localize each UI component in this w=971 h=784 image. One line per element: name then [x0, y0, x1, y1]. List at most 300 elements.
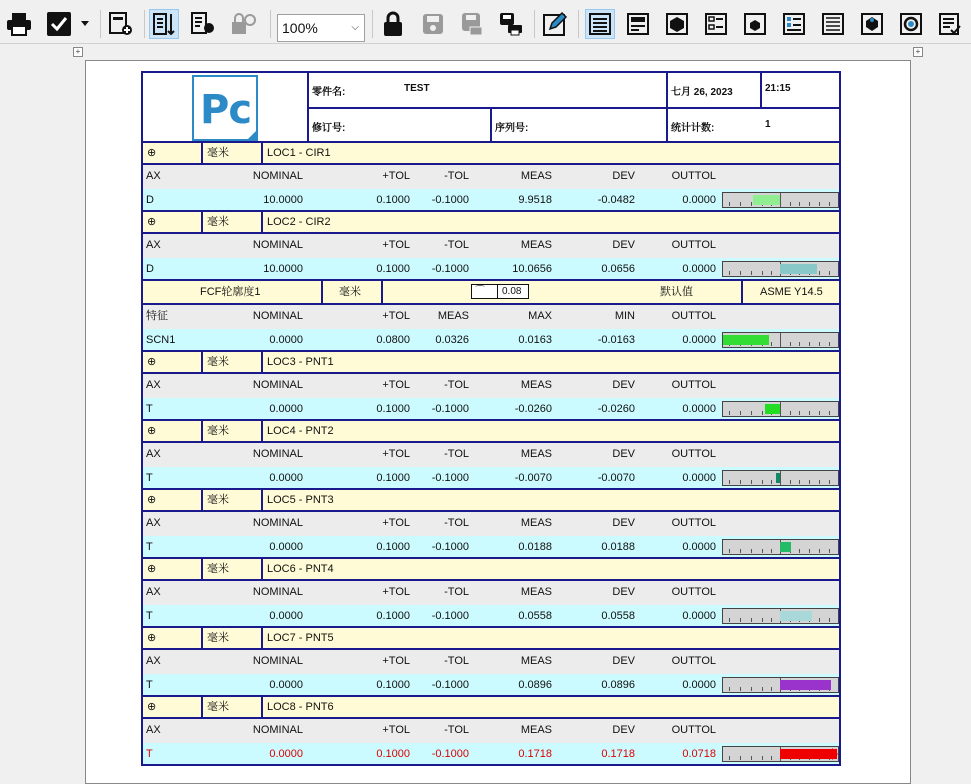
unit-label: 毫米: [203, 352, 263, 372]
measurement-value: 10.0000: [263, 194, 303, 206]
column-header: DEV: [612, 724, 635, 736]
gauge-tick: [729, 687, 730, 691]
column-header: 特征: [146, 310, 168, 322]
cad-only-icon[interactable]: [740, 9, 770, 39]
table-report-icon[interactable]: [779, 9, 809, 39]
column-header: NOMINAL: [252, 239, 303, 251]
column-header: NOMINAL: [252, 448, 303, 460]
gauge-tick: [819, 480, 820, 484]
fcf-title-bar: [141, 281, 841, 305]
deviation-gauge: [722, 746, 839, 762]
dimension-section: [141, 490, 841, 559]
column-header: AX: [146, 239, 161, 251]
position-symbol-icon: ⊕: [143, 697, 203, 717]
standard-label: ASME Y14.5: [760, 286, 823, 298]
column-header: OUTTOL: [671, 448, 716, 460]
serial-label: 序列号:: [495, 123, 529, 134]
dimension-name: LOC6 - PNT4: [263, 559, 839, 579]
tolerance-value: 0.08: [502, 286, 522, 297]
column-header: AX: [146, 448, 161, 460]
text-report-icon[interactable]: [585, 9, 615, 39]
dimension-section: [141, 212, 841, 281]
dimension-name: LOC8 - PNT6: [263, 697, 839, 717]
column-header-row: [143, 234, 839, 258]
measurement-value: 0.1000: [376, 748, 410, 760]
measurement-row[interactable]: [143, 605, 839, 628]
measurement-value: 0.1000: [376, 263, 410, 275]
measurement-grid: [141, 650, 841, 697]
column-header: NOMINAL: [252, 724, 303, 736]
dimension-name: LOC2 - CIR2: [263, 212, 839, 232]
column-header: -TOL: [444, 239, 469, 251]
column-header: +TOL: [382, 448, 410, 460]
section-title-bar: [141, 628, 841, 650]
gauge-center-line: [780, 402, 781, 416]
measurement-value: -0.0482: [597, 194, 635, 206]
measurement-value: -0.0260: [597, 403, 635, 415]
measurement-value: -0.1000: [431, 472, 469, 484]
edit-mode-icon[interactable]: [149, 9, 179, 39]
gauge-tick: [809, 480, 810, 484]
gauge-tick: [740, 549, 741, 553]
measurement-value: 9.9518: [518, 194, 552, 206]
measurement-value: -0.0163: [597, 334, 635, 346]
measurement-value: 0.0188: [518, 541, 552, 553]
gauge-tick: [771, 687, 772, 691]
form-report-icon[interactable]: [623, 9, 653, 39]
measurement-grid: [141, 719, 841, 766]
dimension-section: [141, 697, 841, 766]
column-header-row: [143, 443, 839, 467]
gauge-tick: [809, 549, 810, 553]
gauge-tick: [762, 549, 763, 553]
gauge-tick: [751, 687, 752, 691]
column-header: MEAS: [520, 517, 552, 529]
gauge-tick: [729, 756, 730, 760]
report-page: [85, 60, 911, 784]
gauge-tick: [740, 687, 741, 691]
column-header: MEAS: [520, 448, 552, 460]
measurement-grid: [141, 443, 841, 490]
gauge-tick: [762, 756, 763, 760]
revision-label: 修订号:: [312, 123, 346, 134]
pen-edit-icon[interactable]: [540, 9, 570, 39]
measurement-value: 0.0000: [682, 472, 716, 484]
gauge-tick: [771, 756, 772, 760]
column-header: AX: [146, 170, 161, 182]
gauge-tick: [829, 342, 830, 346]
column-header: -TOL: [444, 517, 469, 529]
measurement-value: 0.0163: [518, 334, 552, 346]
column-header: MEAS: [520, 239, 552, 251]
gauge-bar: [780, 611, 812, 621]
gauge-tick: [740, 756, 741, 760]
gauge-tick: [729, 271, 730, 275]
divider: [321, 281, 323, 303]
column-header: DEV: [612, 655, 635, 667]
gauge-tick: [751, 411, 752, 415]
column-header-row: [143, 512, 839, 536]
measurement-value: 10.0656: [512, 263, 552, 275]
measurement-grid: [141, 374, 841, 421]
measurement-value: 0.1000: [376, 610, 410, 622]
measurement-value: T: [146, 541, 153, 553]
measurement-value: D: [146, 194, 154, 206]
measurement-value: 0.0000: [269, 541, 303, 553]
measurement-value: 0.0000: [269, 748, 303, 760]
column-header: +TOL: [382, 379, 410, 391]
section-title-bar: [141, 212, 841, 234]
toolbar: [0, 0, 971, 44]
column-header: DEV: [612, 239, 635, 251]
column-header: +TOL: [382, 170, 410, 182]
divider: [741, 281, 743, 303]
gauge-tick: [751, 202, 752, 206]
measurement-row[interactable]: [143, 674, 839, 697]
dropdown-arrow-icon[interactable]: [78, 9, 92, 39]
measurement-value: -0.1000: [431, 541, 469, 553]
measurement-value: D: [146, 263, 154, 275]
column-header: OUTTOL: [671, 310, 716, 322]
column-header: -TOL: [444, 448, 469, 460]
measurement-value: 0.0000: [269, 472, 303, 484]
position-symbol-icon: ⊕: [143, 490, 203, 510]
gauge-bar: [780, 680, 831, 690]
gauge-tick: [829, 480, 830, 484]
gauge-tick: [751, 756, 752, 760]
measurement-value: T: [146, 679, 153, 691]
gauge-tick: [729, 549, 730, 553]
column-header: -TOL: [444, 170, 469, 182]
column-header: +TOL: [382, 724, 410, 736]
report-viewport[interactable]: [0, 44, 971, 784]
column-header: +TOL: [382, 239, 410, 251]
measurement-row[interactable]: [143, 189, 839, 212]
print-setup-icon[interactable]: [496, 9, 526, 39]
page-setup-icon[interactable]: [106, 9, 136, 39]
divider: [497, 285, 498, 298]
gauge-tick: [771, 480, 772, 484]
measurement-grid: [141, 165, 841, 212]
dimension-name: LOC1 - CIR1: [263, 143, 839, 163]
measurement-value: 0.0000: [682, 263, 716, 275]
graphics-report-icon[interactable]: [857, 9, 887, 39]
column-header: -TOL: [444, 655, 469, 667]
section-title-bar: [141, 143, 841, 165]
measurement-row[interactable]: [143, 329, 839, 352]
column-header: AX: [146, 379, 161, 391]
measurement-value: -0.1000: [431, 679, 469, 691]
section-title-bar: [141, 559, 841, 581]
gauge-tick: [751, 549, 752, 553]
pc-dmis-logo: Pc: [192, 75, 258, 141]
save-icon: [418, 9, 448, 39]
column-header: DEV: [612, 517, 635, 529]
gauge-tick: [771, 271, 772, 275]
measurement-value: 0.0326: [435, 334, 469, 346]
column-header: MEAS: [520, 170, 552, 182]
report-header: [141, 71, 841, 143]
gauge-tick: [740, 618, 741, 622]
unit-label: 毫米: [203, 490, 263, 510]
column-header: -TOL: [444, 379, 469, 391]
print-icon[interactable]: [4, 9, 34, 39]
measurement-value: -0.0070: [597, 472, 635, 484]
column-header: MIN: [614, 310, 635, 322]
gauge-bar: [723, 335, 769, 345]
position-symbol-icon: ⊕: [143, 628, 203, 648]
gauge-tick: [751, 618, 752, 622]
gauge-bar: [780, 749, 837, 759]
stat-count-label: 统计计数:: [671, 123, 715, 134]
measurement-value: -0.1000: [431, 748, 469, 760]
column-header: MEAS: [520, 586, 552, 598]
measurement-value: 0.0656: [601, 263, 635, 275]
dimension-sections: [141, 143, 841, 766]
measurement-row[interactable]: [143, 398, 839, 421]
measurement-value: -0.1000: [431, 403, 469, 415]
gauge-tick: [829, 271, 830, 275]
gauge-tick: [809, 202, 810, 206]
gauge-tick: [740, 411, 741, 415]
gauge-center-line: [780, 333, 781, 347]
gauge-tick: [829, 549, 830, 553]
part-name-value: TEST: [404, 83, 430, 94]
gauge-center-line: [780, 193, 781, 207]
gauge-tick: [740, 271, 741, 275]
measurement-value: 0.0188: [601, 541, 635, 553]
gauge-tick: [819, 411, 820, 415]
gauge-tick: [819, 618, 820, 622]
measurement-grid: [141, 305, 841, 352]
gauge-center-line: [780, 471, 781, 485]
column-header: DEV: [612, 586, 635, 598]
measurement-value: -0.0070: [514, 472, 552, 484]
zoom-select[interactable]: 100% ⌵: [277, 14, 365, 42]
column-header: MAX: [528, 310, 552, 322]
section-title-bar: [141, 421, 841, 443]
gauge-tick: [762, 618, 763, 622]
check-icon[interactable]: [44, 9, 74, 39]
gauge-tick: [751, 480, 752, 484]
resize-handle-left[interactable]: +: [73, 47, 83, 57]
column-header: OUTTOL: [671, 379, 716, 391]
column-header: MEAS: [520, 655, 552, 667]
gauge-tick: [771, 549, 772, 553]
deviation-gauge: [722, 677, 839, 693]
measurement-value: 0.0000: [682, 403, 716, 415]
measurement-value: 0.1718: [601, 748, 635, 760]
measurement-row[interactable]: [143, 743, 839, 766]
out-of-tolerance-arrow-icon: [832, 748, 838, 760]
measurement-value: 0.1000: [376, 541, 410, 553]
column-header: +TOL: [382, 310, 410, 322]
measurement-value: 0.0558: [518, 610, 552, 622]
column-header: NOMINAL: [252, 517, 303, 529]
report-date: 七月 26, 2023: [671, 87, 733, 98]
column-header: NOMINAL: [252, 379, 303, 391]
gauge-tick: [819, 342, 820, 346]
column-header: DEV: [612, 379, 635, 391]
dimension-name: LOC7 - PNT5: [263, 628, 839, 648]
column-header: -TOL: [444, 724, 469, 736]
position-symbol-icon: ⊕: [143, 143, 203, 163]
circle-report-icon[interactable]: [896, 9, 926, 39]
measurement-value: 0.0000: [682, 334, 716, 346]
dimension-section: [141, 352, 841, 421]
measurement-value: 0.0000: [269, 403, 303, 415]
measurement-value: 0.0000: [269, 334, 303, 346]
measurement-value: 0.0800: [376, 334, 410, 346]
checklist-report-icon[interactable]: [935, 9, 965, 39]
measurement-value: 0.0000: [682, 679, 716, 691]
position-symbol-icon: ⊕: [143, 352, 203, 372]
column-header: OUTTOL: [671, 239, 716, 251]
column-header: AX: [146, 586, 161, 598]
position-symbol-icon: ⊕: [143, 559, 203, 579]
measurement-value: 0.0000: [269, 610, 303, 622]
gauge-tick: [829, 618, 830, 622]
resize-handle-right[interactable]: +: [913, 47, 923, 57]
column-header-row: [143, 165, 839, 189]
measurement-value: 0.1000: [376, 472, 410, 484]
column-header: MEAS: [520, 379, 552, 391]
measurement-row[interactable]: [143, 467, 839, 490]
section-title-bar: [141, 490, 841, 512]
unit-label: 毫米: [203, 143, 263, 163]
gauge-tick: [799, 202, 800, 206]
dimension-section: [141, 281, 841, 352]
measurement-value: 0.0000: [682, 194, 716, 206]
gauge-tick: [819, 549, 820, 553]
measurement-row[interactable]: [143, 536, 839, 559]
gauge-bar: [765, 404, 780, 414]
measurement-row[interactable]: [143, 258, 839, 281]
lock-icon[interactable]: [378, 9, 408, 39]
gauge-tick: [799, 549, 800, 553]
deviation-gauge: [722, 401, 839, 417]
measurement-value: -0.1000: [431, 263, 469, 275]
dimension-name: LOC5 - PNT3: [263, 490, 839, 510]
dimension-section: [141, 628, 841, 697]
measurement-value: -0.1000: [431, 194, 469, 206]
measurement-grid: [141, 234, 841, 281]
deviation-gauge: [722, 261, 839, 277]
part-name-label: 零件名:: [312, 87, 346, 98]
datum-default: 默认值: [660, 286, 693, 298]
gauge-tick: [740, 480, 741, 484]
unit-label: 毫米: [203, 212, 263, 232]
label-report-icon[interactable]: [701, 9, 731, 39]
dimension-section: [141, 421, 841, 490]
measurement-value: T: [146, 403, 153, 415]
column-header: NOMINAL: [252, 655, 303, 667]
column-header-row: [143, 581, 839, 605]
dimension-name: LOC4 - PNT2: [263, 421, 839, 441]
column-header: OUTTOL: [671, 586, 716, 598]
column-header: AX: [146, 517, 161, 529]
unit-label: 毫米: [203, 697, 263, 717]
deviation-gauge: [722, 470, 839, 486]
deviation-gauge: [722, 192, 839, 208]
gauge-tick: [729, 618, 730, 622]
deviation-gauge: [722, 332, 839, 348]
measurement-value: 0.0000: [682, 610, 716, 622]
measurement-grid: [141, 581, 841, 628]
measurement-value: 0.1000: [376, 403, 410, 415]
column-header-row: [143, 650, 839, 674]
section-title-bar: [141, 352, 841, 374]
dimension-name: LOC3 - PNT1: [263, 352, 839, 372]
report-body: [141, 71, 841, 766]
gauge-tick: [819, 271, 820, 275]
position-symbol-icon: ⊕: [143, 421, 203, 441]
gauge-tick: [762, 271, 763, 275]
column-header: +TOL: [382, 586, 410, 598]
column-header: DEV: [612, 448, 635, 460]
column-header: OUTTOL: [671, 724, 716, 736]
measurement-value: 0.0000: [269, 679, 303, 691]
gauge-tick: [799, 411, 800, 415]
section-title-bar: [141, 697, 841, 719]
measurement-value: 0.0896: [601, 679, 635, 691]
gauge-tick: [790, 411, 791, 415]
measurement-value: 10.0000: [263, 263, 303, 275]
deviation-gauge: [722, 608, 839, 624]
measurement-value: T: [146, 748, 153, 760]
column-header: +TOL: [382, 655, 410, 667]
save-as-icon: [457, 9, 487, 39]
measurement-value: 0.0718: [682, 748, 716, 760]
gauge-tick: [751, 271, 752, 275]
measurement-value: 0.0000: [682, 541, 716, 553]
measurement-value: SCN1: [146, 334, 176, 346]
measurement-value: 0.1000: [376, 679, 410, 691]
text-only-icon[interactable]: [818, 9, 848, 39]
measurement-value: 0.1000: [376, 194, 410, 206]
gauge-tick: [762, 687, 763, 691]
measurement-value: 0.0896: [518, 679, 552, 691]
tolerance-frame: [471, 284, 529, 299]
fcf-name: FCF轮廓度1: [200, 286, 261, 298]
gauge-tick: [790, 480, 791, 484]
lock-settings-icon: [228, 9, 258, 39]
column-header: OUTTOL: [671, 655, 716, 667]
column-header-row: [143, 305, 839, 329]
profile-symbol-icon: ⌒: [475, 286, 485, 297]
cad-report-icon[interactable]: [662, 9, 692, 39]
column-header: MEAS: [437, 310, 469, 322]
column-header-row: [143, 374, 839, 398]
gauge-tick: [762, 480, 763, 484]
column-header: NOMINAL: [252, 310, 303, 322]
measurement-value: -0.0260: [514, 403, 552, 415]
column-header: AX: [146, 724, 161, 736]
gauge-tick: [799, 480, 800, 484]
measurement-value: T: [146, 472, 153, 484]
gauge-tick: [771, 342, 772, 346]
column-header: NOMINAL: [252, 586, 303, 598]
measurement-value: 0.1718: [518, 748, 552, 760]
position-symbol-icon: ⊕: [143, 212, 203, 232]
report-template-icon[interactable]: [188, 9, 218, 39]
column-header-row: [143, 719, 839, 743]
gauge-tick: [790, 342, 791, 346]
gauge-tick: [809, 342, 810, 346]
gauge-tick: [762, 411, 763, 415]
column-header: OUTTOL: [671, 517, 716, 529]
unit-label: 毫米: [203, 559, 263, 579]
